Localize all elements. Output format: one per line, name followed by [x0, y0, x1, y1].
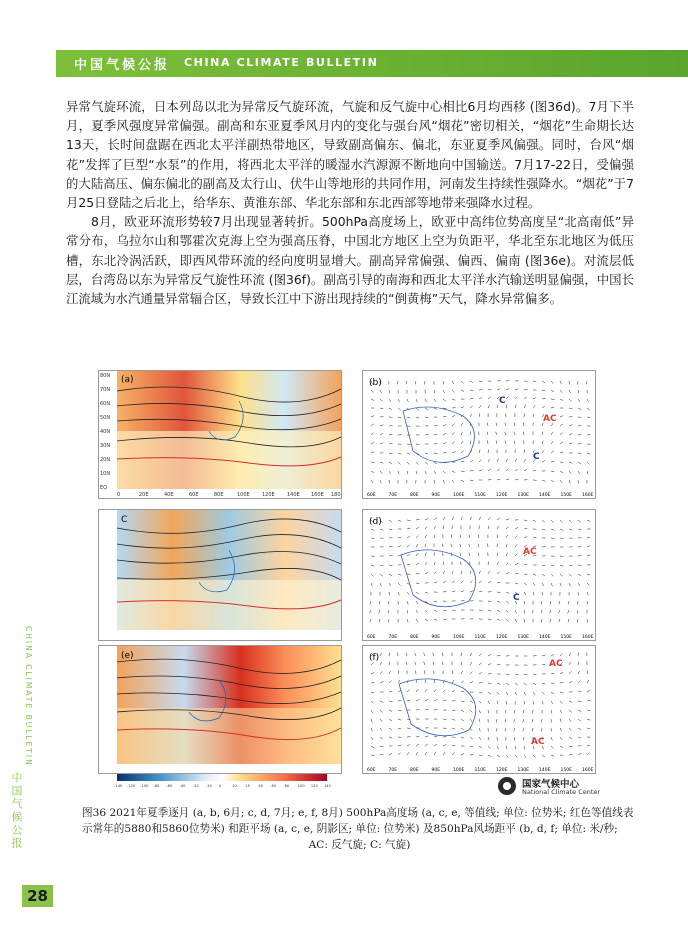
lon-tick: 120E [496, 493, 508, 498]
lon-tick: 80E [410, 768, 419, 773]
colorbar-tick-label: -25 [192, 784, 199, 788]
lon-tick: 80E [410, 635, 419, 640]
colorbar-tick-label: 100 [297, 784, 305, 788]
colorbar-tick-label: 25 [245, 784, 250, 788]
colorbar-graphic [114, 774, 331, 790]
lat-tick: 50N [100, 415, 111, 421]
figure-caption [82, 805, 637, 853]
lon-tick: 150E [560, 768, 572, 773]
lat-tick: EQ [100, 485, 108, 491]
lon-tick: 40E [164, 492, 174, 498]
colorbar-tick-label: -100 [140, 784, 149, 788]
bulletin-header [56, 50, 688, 77]
panel-b-label: (b) [369, 378, 382, 388]
panel-a-graphic [99, 371, 341, 498]
lon-tick: 90E [431, 493, 441, 498]
panel-d-label: (d) [369, 517, 382, 527]
paragraph-1: 异常气旋环流，日本列岛以北为异常反气旋环流，气旋和反气旋中心相比6月均西移 (图36d)。7月下半月，夏季风强度异常偏强。副高和东亚夏季风月内的变化与强台风“烟花”密切相关，“烟花”生命期长达13天，长时间盘踞在西北太平洋副热带地区，导致副高偏东、偏北，东亚夏季风偏强。同时，台风“烟花”发挥了巨型“水泵”的作用，将西北太平洋的暖湿水汽源源不断地向中国输送。7月17-22日，受偏强的大陆高压、偏东偏北的副高及太行山、伏牛山等地形的共同作用，河南发生持续性强降水。“烟花”于7月25日登陆之后北上，给华东、黄淮东部、华北东部和东北西部等地带来强降水过程。 [66, 99, 634, 211]
lat-tick: 20N [100, 457, 111, 463]
colorbar-tick-label: 140 [324, 784, 331, 788]
page-number: 28 [22, 885, 53, 907]
lon-tick: 160E [582, 635, 594, 640]
lon-tick: 60E [189, 492, 199, 498]
lon-tick: 160E [582, 493, 594, 498]
c-label: C [499, 396, 506, 406]
colorbar-tick-label: 120 [310, 784, 318, 788]
colorbar-tick-label: -80 [153, 784, 160, 788]
header-en-title: CHINA CLIMATE BULLETIN [184, 56, 379, 69]
colorbar-tick-label: 0 [219, 784, 222, 788]
lon-tick: 100E [237, 492, 250, 498]
panel-f-wind-map [362, 645, 596, 774]
lon-tick: 180 [331, 492, 341, 498]
lon-tick: 150E [560, 635, 572, 640]
side-en-title: CHINA CLIMATE BULLETIN [24, 626, 33, 767]
lon-tick: 80E [214, 492, 224, 498]
lon-tick: 110E [474, 635, 486, 640]
panel-c-height-map [98, 509, 342, 641]
panel-a-label: (a) [121, 375, 134, 385]
colorbar-tick-label: -120 [127, 784, 136, 788]
lon-tick: 120E [262, 492, 275, 498]
lon-tick: 20E [139, 492, 149, 498]
lat-tick: 70N [100, 387, 111, 393]
caption-line-2: 示常年的5880和5860位势米) 和距平场 (a, c, e, 阴影区; 单位: 位势米) 及850hPa风场距平 (b, d, f; 单位: 米/秒; [82, 823, 618, 835]
lon-tick: 140E [287, 492, 300, 498]
lon-tick: 120E [496, 768, 508, 773]
ncc-logo [498, 776, 643, 798]
lon-tick: 60E [367, 768, 376, 773]
lon-tick: 100E [453, 635, 465, 640]
colorbar-tick-label: 40 [258, 784, 263, 788]
anomaly-colorbar [114, 774, 331, 790]
lat-tick: 40N [100, 429, 111, 435]
ac-label: AC [549, 659, 563, 669]
c-label: C [513, 593, 520, 603]
lon-tick: 160E [311, 492, 324, 498]
lon-tick: 160E [582, 768, 594, 773]
ac-label: AC [543, 414, 557, 424]
panel-c-label: C [121, 515, 128, 525]
panel-b-wind-map [362, 370, 596, 499]
panel-d-wind-map [362, 509, 596, 641]
lon-tick: 60E [367, 635, 376, 640]
ac-label: AC [531, 737, 545, 747]
paragraph-2: 8月，欧亚环流形势较7月出现显著转折。500hPa高度场上，欧亚中高纬位势高度呈“北高南低”异常分布，乌拉尔山和鄂霍次克海上空为强高压脊，中国北方地区上空为负距平，华北至东北地区为低压槽，东北冷涡活跃，即西风带环流的经向度明显增大。副高异常偏强、偏西、偏南 (图36e)。对流层低层，台湾岛以东为异常反气旋性环流 (图36f)。副高引导的南海和西北太平洋水汽输送明显偏强，中国长江流域为水汽通量异常辐合区，导致长江中下游出现持续的“倒黄梅”天气，降水异常偏多。 [66, 214, 634, 307]
lon-tick: 140E [539, 768, 551, 773]
lon-tick: 110E [474, 493, 486, 498]
caption-line-3: AC: 反气旋; C: 气旋) [308, 839, 411, 851]
lat-tick: 60N [100, 401, 111, 407]
lon-tick: 110E [474, 768, 486, 773]
logo-cn: 国家气候中心 [522, 779, 580, 790]
logo-en: National Climate Center [522, 788, 601, 796]
lon-tick: 70E [388, 635, 398, 640]
colorbar-ticks [114, 784, 332, 788]
lon-tick: 130E [517, 635, 529, 640]
panel-a-height-map [98, 370, 342, 499]
lat-tick: 10N [100, 471, 111, 477]
colorbar-tick-label: -40 [179, 784, 186, 788]
c-label: C [533, 452, 540, 462]
lon-tick: 0 [117, 492, 121, 498]
panel-e-label: (e) [121, 651, 134, 661]
colorbar-tick-label: 60 [271, 784, 277, 788]
lon-tick: 150E [560, 493, 572, 498]
caption-line-1: 图36 2021年夏季逐月 (a, b, 6月; c, d, 7月; e, f, 8月) 500hPa高度场 (a, c, e, 等值线; 单位: 位势米; 红色等值线表 [82, 807, 634, 819]
lon-tick: 90E [431, 768, 441, 773]
panel-f-graphic [363, 646, 595, 773]
lon-tick: 130E [517, 768, 529, 773]
colorbar-tick-label: 10 [232, 784, 237, 788]
header-cn-title: 中国气候公报 [74, 58, 171, 73]
panel-e-graphic [99, 646, 341, 773]
side-cn-title: 中国气候公报 [10, 772, 23, 850]
colorbar-tick-label: -60 [166, 784, 173, 788]
lon-tick: 70E [388, 493, 398, 498]
lon-tick: 120E [496, 635, 508, 640]
panel-e-height-map [98, 645, 342, 774]
panel-b-graphic [363, 371, 595, 498]
ac-label: AC [523, 547, 537, 557]
lat-tick: 80N [100, 373, 111, 379]
lon-tick: 100E [453, 768, 465, 773]
article-body [66, 97, 634, 308]
panel-c-graphic [99, 510, 341, 640]
ncc-seal-icon [498, 777, 516, 795]
colorbar-tick-label: -140 [114, 784, 123, 788]
lon-tick: 90E [431, 635, 441, 640]
lon-tick: 140E [539, 493, 551, 498]
lon-tick: 80E [410, 493, 419, 498]
lon-tick: 70E [388, 768, 398, 773]
colorbar-tick-label: -10 [205, 784, 212, 788]
lon-tick: 100E [453, 493, 465, 498]
lon-tick: 140E [539, 635, 551, 640]
colorbar-tick-label: 80 [284, 784, 290, 788]
panel-f-label: (f) [369, 653, 380, 663]
panel-d-graphic [363, 510, 595, 640]
lat-tick: 30N [100, 443, 111, 449]
lon-tick: 60E [367, 493, 376, 498]
lon-tick: 130E [517, 493, 529, 498]
